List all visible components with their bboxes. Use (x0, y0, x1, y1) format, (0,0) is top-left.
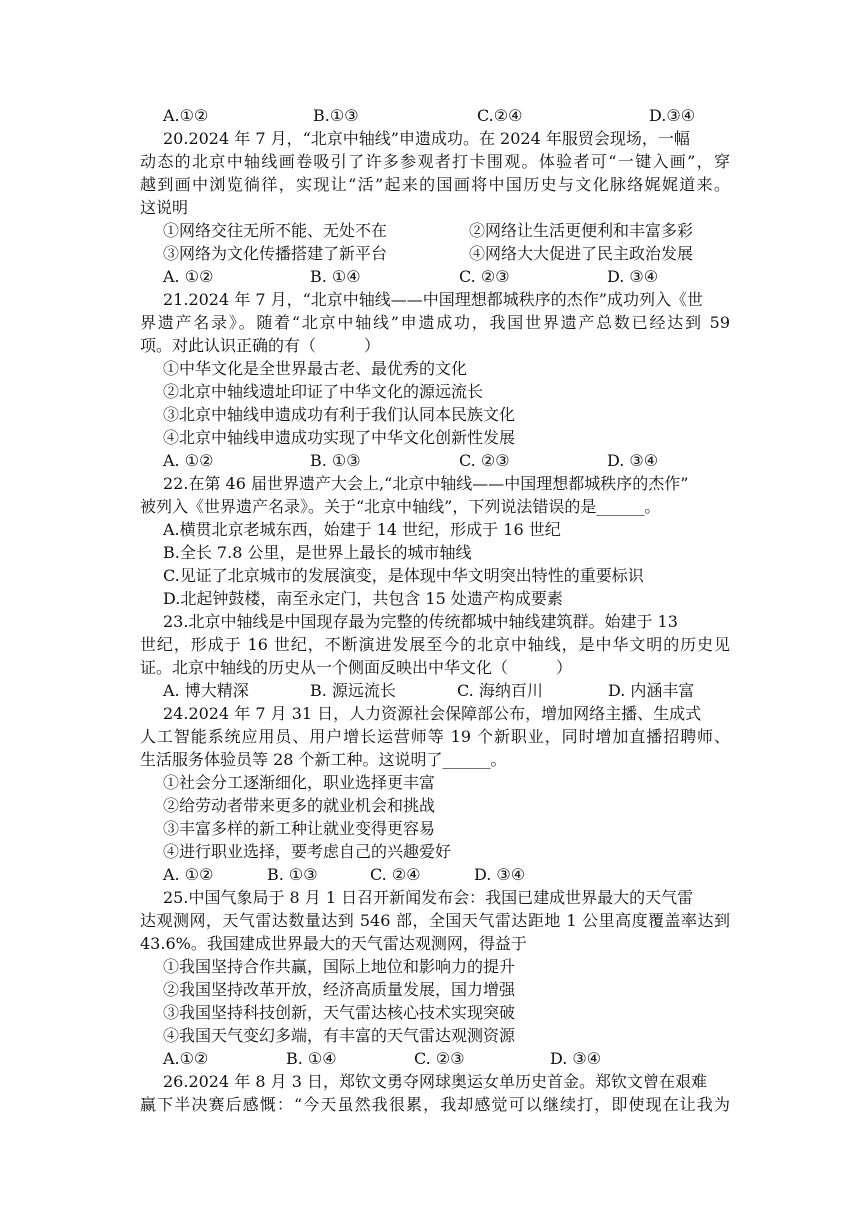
choice-c: C. ②③ (459, 267, 510, 286)
q25-choices (163, 1047, 602, 1070)
q22-stem: 22.在第 46 届世界遗产大会上,“北京中轴线——中国理想都城秩序的杰作” (163, 474, 689, 493)
choice-c: C. ②③ (414, 1049, 465, 1068)
statement-4: ④进行职业选择，要考虑自己的兴趣爱好 (163, 842, 452, 861)
statement-1: ①我国坚持合作共赢，国际上地位和影响力的提升 (163, 957, 516, 976)
q24-stem: 生活服务体验员等 28 个新工种。这说明了______。 (140, 750, 507, 769)
statement-3: ③北京中轴线申遗成功有利于我们认同本民族文化 (163, 405, 516, 424)
q23-stem: 证。北京中轴线的历史从一个侧面反映出中华文化（ ） (140, 658, 573, 677)
statement-2: ②我国坚持改革开放，经济高质量发展，国力增强 (163, 980, 516, 999)
choice-b: B. ①④ (310, 267, 361, 286)
q19-choices (163, 104, 696, 127)
q23-choices (163, 679, 695, 702)
choice-b: B. ①③ (310, 451, 361, 470)
q26-stem: 26.2024 年 8 月 3 日，郑钦文勇夺网球奥运女单历史首金。郑钦文曾在艰难 (163, 1072, 707, 1091)
q24-stem: 24.2024 年 7 月 31 日，人力资源社会保障部公布，增加网络主播、生成式 (163, 704, 702, 723)
statement-4: ④网络大大促进了民主政治发展 (469, 244, 694, 263)
choice-b: B. 源远流长 (310, 681, 396, 700)
q20-stem: 越到画中浏览徜徉，实现让“活”起来的国画将中国历史与文化脉络娓娓道来。 (140, 175, 730, 194)
choice-a: A.①② (163, 1049, 209, 1068)
choice-a: A. 博大精深 (163, 681, 249, 700)
choice-b: B. ①④ (286, 1049, 337, 1068)
choice-a: A. ①② (163, 451, 214, 470)
choice-c: C. ②③ (459, 451, 510, 470)
statement-2: ②给劳动者带来更多的就业机会和挑战 (163, 796, 436, 815)
choice-a: A. ①② (163, 865, 214, 884)
statement-4: ④我国天气变幻多端，有丰富的天气雷达观测资源 (163, 1026, 516, 1045)
option-d: D.北起钟鼓楼，南至永定门，共包含 15 处遗产构成要素 (163, 589, 563, 608)
q21-choices (163, 449, 659, 472)
q25-stem: 43.6%。我国建成世界最大的天气雷达观测网，得益于 (140, 934, 527, 953)
choice-c: C.②④ (477, 106, 523, 125)
statement-1: ①社会分工逐渐细化，职业选择更丰富 (163, 773, 436, 792)
choice-d: D. 内涵丰富 (608, 681, 695, 700)
q20-stem: 这说明 (140, 198, 189, 217)
q25-stem: 达观测网，天气雷达数量达到 546 部，全国天气雷达距地 1 公里高度覆盖率达到 (140, 911, 730, 930)
q20-stem: 20.2024 年 7 月，“北京中轴线”申遗成功。在 2024 年服贸会现场，一幅 (163, 129, 690, 148)
choice-d: D. ③④ (607, 451, 659, 470)
statement-1: ①网络交往无所不能、无处不在 (163, 221, 388, 240)
q23-stem: 23.北京中轴线是中国现存最为完整的传统都城中轴线建筑群。始建于 13 (163, 612, 678, 631)
option-b: B.全长 7.8 公里，是世界上最长的城市轴线 (163, 543, 472, 562)
q20-stem: 动态的北京中轴线画卷吸引了许多参观者打卡围观。体验者可“一键入画”，穿 (140, 152, 730, 171)
choice-b: B.①③ (313, 106, 359, 125)
choice-a: A. ①② (163, 267, 214, 286)
choice-a: A.①② (163, 106, 209, 125)
statement-3: ③我国坚持科技创新，天气雷达核心技术实现突破 (163, 1003, 516, 1022)
statement-3: ③网络为文化传播搭建了新平台 (163, 244, 388, 263)
q20-statements-row (163, 219, 763, 242)
statement-4: ④北京中轴线申遗成功实现了中华文化创新性发展 (163, 428, 516, 447)
choice-c: C. 海纳百川 (457, 681, 543, 700)
choice-d: D.③④ (649, 106, 696, 125)
option-a: A.横贯北京老城东西，始建于 14 世纪，形成于 16 世纪 (163, 520, 561, 539)
q20-choices (163, 265, 659, 288)
q25-stem: 25.中国气象局于 8 月 1 日召开新闻发布会：我国已建成世界最大的天气雷 (163, 888, 694, 907)
choice-d: D. ③④ (474, 865, 526, 884)
q21-stem: 项。对此认识正确的有（ ） (140, 336, 381, 355)
q23-stem: 世纪，形成于 16 世纪，不断演进发展至今的北京中轴线，是中华文明的历史见 (140, 635, 730, 654)
choice-c: C. ②④ (370, 865, 421, 884)
choice-d: D. ③④ (550, 1049, 602, 1068)
q21-stem: 界遗产名录》。随着“北京中轴线”申遗成功，我国世界遗产总数已经达到 59 (140, 313, 730, 332)
q21-stem: 21.2024 年 7 月，“北京中轴线——中国理想都城秩序的杰作”成功列入《世 (163, 290, 703, 309)
q24-choices (163, 863, 526, 886)
q26-stem: 赢下半决赛后感慨：“今天虽然我很累，我却感觉可以继续打，即使现在让我为 (140, 1095, 730, 1114)
option-c: C.见证了北京城市的发展演变，是体现中华文明突出特性的重要标识 (163, 566, 644, 585)
q20-statements-row (163, 242, 763, 265)
statement-1: ①中华文化是全世界最古老、最优秀的文化 (163, 359, 468, 378)
q22-stem: 被列入《世界遗产名录》。关于“北京中轴线”，下列说法错误的是______。 (140, 497, 661, 516)
choice-b: B. ①③ (267, 865, 318, 884)
q24-stem: 人工智能系统应用员、用户增长运营师等 19 个新职业，同时增加直播招聘师、 (140, 727, 730, 746)
statement-2: ②网络让生活更便利和丰富多彩 (469, 221, 694, 240)
choice-d: D. ③④ (607, 267, 659, 286)
statement-2: ②北京中轴线遗址印证了中华文化的源远流长 (163, 382, 484, 401)
statement-3: ③丰富多样的新工种让就业变得更容易 (163, 819, 436, 838)
